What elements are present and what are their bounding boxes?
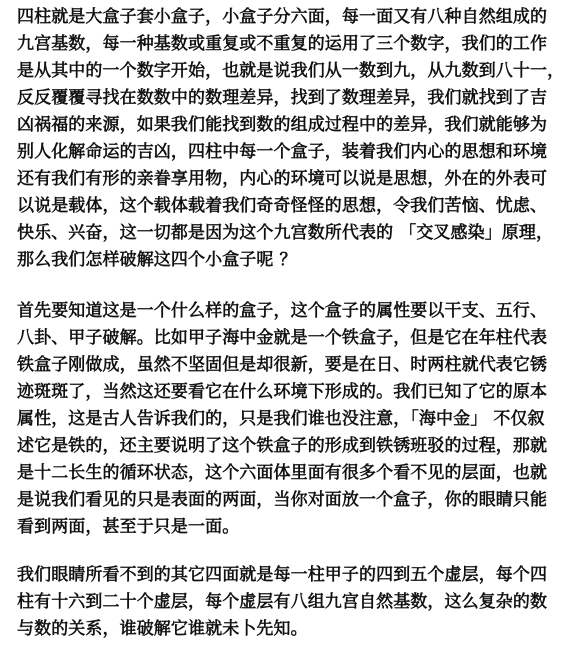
text-line: 与数的关系，谁破解它谁就未卜先知。: [17, 619, 308, 639]
text-line: 反反覆覆寻找在数数中的数理差异，找到了数理差异，我们就找到了吉: [17, 88, 548, 108]
text-line: 以说是载体，这个载体载着我们奇奇怪怪的思想，令我们苦恼、忧虑、: [17, 196, 548, 216]
text-line: 迹斑斑了，当然这还要看它在什么环境下形成的。我们已知了它的原本: [17, 382, 548, 402]
text-line: 快乐、兴奋，这一切都是因为这个九宫数所代表的 「交叉感染」原理，: [17, 223, 554, 243]
text-line: 别人化解命运的吉凶，四柱中每一个盒子，装着我们内心的思想和环境: [17, 142, 548, 162]
text-line: 铁盒子刚做成，虽然不坚固但是却很新，要是在日、时两柱就代表它锈: [17, 355, 548, 375]
paragraph-1: [17, 4, 579, 274]
text-line: 是从其中的一个数字开始，也就是说我们从一数到九，从九数到八十一，: [17, 61, 565, 81]
text-line: 凶祸福的来源，如果我们能找到数的组成过程中的差异，我们就能够为: [17, 115, 548, 135]
text-line: 还有我们有形的亲眷享用物，内心的环境可以说是思想，外在的外表可: [17, 169, 548, 189]
text-line: 是十二长生的循环状态，这个六面体里面有很多个看不见的层面，也就: [17, 463, 548, 483]
text-line: 九宫基数，每一种基数或重复或不重复的运用了三个数字，我们的工作: [17, 34, 548, 54]
text-line: 八卦、甲子破解。比如甲子海中金就是一个铁盒子，但是它在年柱代表: [17, 328, 548, 348]
text-line: 柱有十六到二十个虚层，每个虚层有八组九宫自然基数，这么复杂的数: [17, 592, 548, 612]
text-line: 四柱就是大盒子套小盒子，小盒子分六面，每一面又有八种自然组成的: [17, 7, 548, 27]
text-line: 那么我们怎样破解这四个小盒子呢 ？: [17, 250, 297, 270]
text-line: 首先要知道这是一个什么样的盒子，这个盒子的属性要以干支、五行、: [17, 301, 548, 321]
text-line: 是说我们看见的只是表面的两面，当你对面放一个盒子，你的眼睛只能: [17, 490, 548, 510]
text-line: 我们眼睛所看不到的其它四面就是每一柱甲子的四到五个虚层，每个四: [17, 565, 548, 585]
paragraph-2: [17, 298, 579, 541]
text-line: 看到两面，甚至于只是一面。: [17, 517, 240, 537]
paragraph-3: [17, 562, 579, 643]
text-line: 属性，这是古人告诉我们的，只是我们谁也没注意，「海中金」 不仅叙: [17, 409, 545, 429]
text-line: 述它是铁的，还主要说明了这个铁盒子的形成到铁锈班驳的过程，那就: [17, 436, 548, 456]
